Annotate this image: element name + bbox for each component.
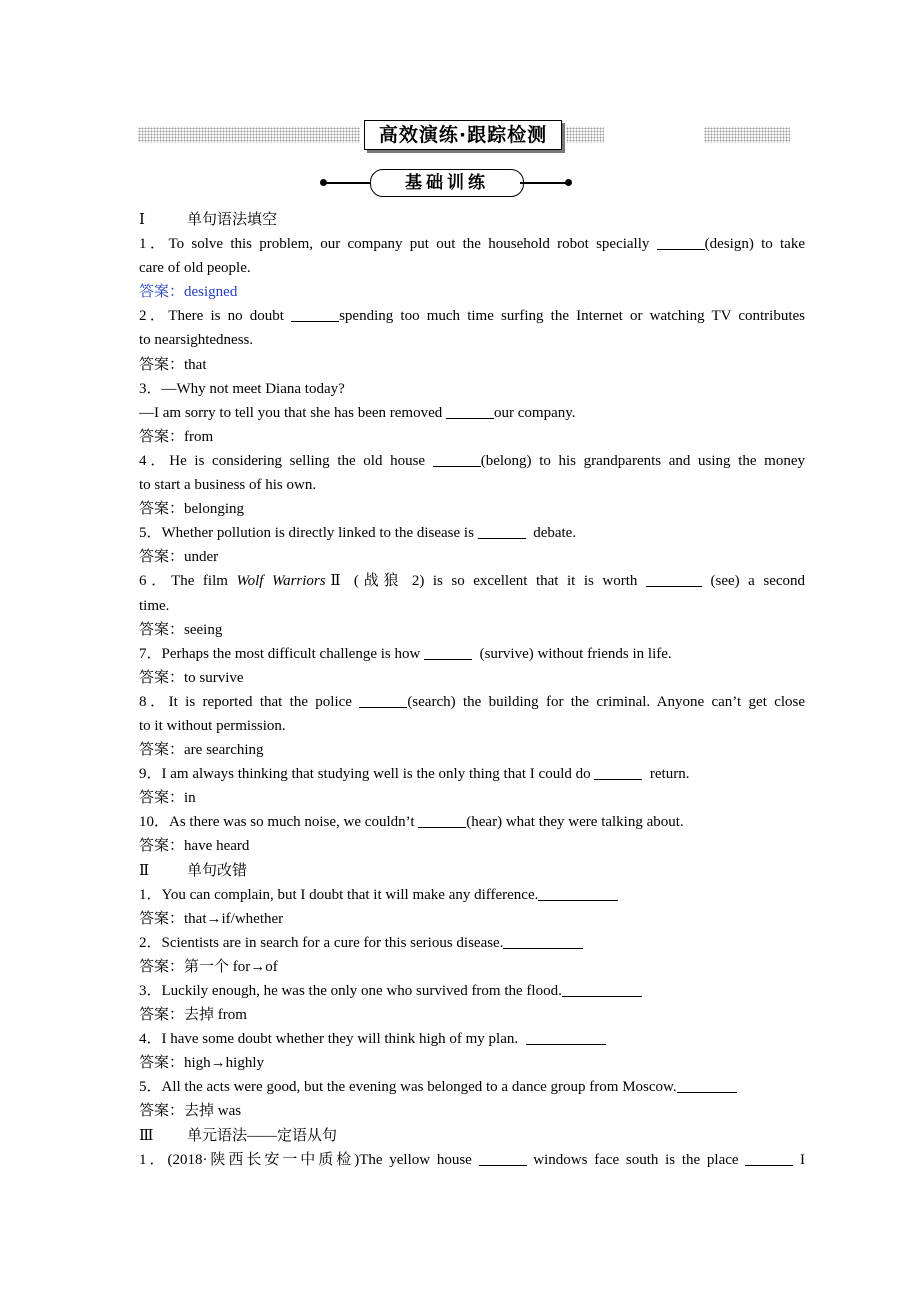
answer-2: 答案：that: [139, 356, 207, 373]
dotted-rule-middle: [566, 127, 604, 143]
correction-5: 5．All the acts were good, but the evening was belonged to a dance group from Moscow.: [139, 1075, 805, 1099]
correction-4: 4．I have some doubt whether they will think high of my plan.: [139, 1027, 805, 1051]
exercise-content: Ⅰ 单句语法填空 1．To solve this problem, our company put out the household robot specially (design) to take care of old people. 答案：designed 2．There is no doubt spending too much time surfing the Internet or watching TV contributes to nearsightedness. 答案：that 3．—Why not meet Diana today? —I am sorry to tell you that she has been removed our company. 答案：from 4．He is considering selling the old house (belong) to his grandparents and using the money to start a business of his own. 答案：belonging 5．Whether pollution is directly linked to the disease is debate. 答案：under 6．The film Wolf WarriorsⅡ (战狼 2) is so excellent that it is worth (see) a second time. 答案：seeing 7．Perhaps the most difficult challenge is how (survive) without friends in life. 答案：to survive 8．It is reported that the police (search) the building for the criminal. Anyone can’t get close to it without permission. 答案：are searching 9．I am always thinking that studying well is the only thing that I could do return. 答案：in 10．As there was so much noise, we couldn’t (hear) what they were talking about. 答案：have heard Ⅱ 单句改错 1．You can complain, but I doubt that it will make any difference. 答案：that→if/whether 2．Scientists are in search for a cure for this serious disease. 答案：第一个 for→of 3．Luckily enough, he was the only one who survived from the flood. 答案：去掉 from 4．I have some doubt whether they will think high of my plan. 答案：high→highly 5．All the acts were good, but the evening was belonged to a dance group from Moscow. 答案：去掉 was Ⅲ 单元语法——定语从句 1．(2018·陕西长安一中质检)The yellow house windows face south is the place I: [139, 208, 805, 1172]
correction-1: 1．You can complain, but I doubt that it will make any difference.: [139, 883, 805, 907]
badge-line-left: [326, 182, 372, 184]
answer-blank: [433, 451, 481, 467]
question-2: 2．There is no doubt spending too much time surfing the Internet or watching TV contributes: [139, 308, 806, 325]
question-6: 6．The film Wolf WarriorsⅡ (战狼 2) is so excellent that it is worth (see) a second: [139, 573, 806, 590]
question-8: 8．It is reported that the police (search) the building for the criminal. Anyone can’t get close: [139, 693, 806, 710]
answer-7: 答案：to survive: [139, 669, 244, 686]
section-heading-1: Ⅰ 单句语法填空: [139, 212, 278, 228]
section-badge: [320, 168, 572, 198]
section-heading-3: Ⅲ 单元语法——定语从句: [139, 1127, 338, 1144]
question-4: 4．He is considering selling the old house (belong) to his grandparents and using the money: [139, 452, 805, 469]
correction-answer-2: 答案：第一个 for→of: [139, 958, 278, 975]
banner-title: 高效演练·跟踪检测: [364, 120, 562, 150]
answer-blank: [562, 981, 642, 997]
question-1: 1．To solve this problem, our company put out the household robot specially (design) to take: [139, 236, 806, 253]
answer-1: 答案：designed: [139, 284, 238, 301]
answer-6: 答案：seeing: [139, 621, 223, 638]
correction-answer-4: 答案：high→highly: [139, 1055, 265, 1072]
answer-blank: [745, 1150, 793, 1166]
answer-blank: [657, 234, 705, 250]
answer-9: 答案：in: [139, 790, 196, 807]
badge-dot-right: [565, 179, 572, 186]
header-banner: [138, 120, 792, 152]
clause-question-1: 1．(2018·陕西长安一中质检)The yellow house windows face south is the place I: [139, 1151, 806, 1168]
question-7: 7．Perhaps the most difficult challenge is how (survive) without friends in life.: [139, 645, 672, 662]
answer-4: 答案：belonging: [139, 501, 245, 518]
answer-blank: [538, 885, 618, 901]
badge-line-right: [520, 182, 566, 184]
correction-answer-5: 答案：去掉 was: [139, 1103, 242, 1120]
section-heading-2: Ⅱ 单句改错: [139, 862, 248, 879]
answer-blank: [418, 812, 466, 828]
answer-5: 答案：under: [139, 549, 219, 566]
question-3: 3．—Why not meet Diana today?: [139, 380, 345, 397]
question-9: 9．I am always thinking that studying well is the only thing that I could do return.: [139, 766, 690, 783]
correction-3: 3．Luckily enough, he was the only one who survived from the flood.: [139, 979, 805, 1003]
answer-8: 答案：are searching: [139, 742, 264, 759]
answer-blank: [478, 523, 526, 539]
section-badge-label: 基础训练: [370, 169, 524, 197]
answer-blank: [446, 403, 494, 419]
question-5: 5．Whether pollution is directly linked to the disease is debate.: [139, 525, 577, 542]
answer-blank: [526, 1029, 606, 1045]
dotted-rule-left: [138, 127, 360, 143]
dotted-rule-right: [704, 127, 790, 143]
answer-blank: [594, 764, 642, 780]
answer-blank: [359, 692, 407, 708]
correction-2: 2．Scientists are in search for a cure for this serious disease.: [139, 931, 805, 955]
answer-blank: [677, 1077, 737, 1093]
answer-3: 答案：from: [139, 428, 214, 445]
answer-blank: [479, 1150, 527, 1166]
answer-blank: [646, 571, 702, 587]
answer-blank: [424, 644, 472, 660]
answer-blank: [291, 306, 339, 322]
answer-10: 答案：have heard: [139, 838, 250, 855]
correction-answer-3: 答案：去掉 from: [139, 1007, 247, 1024]
correction-answer-1: 答案：that→if/whether: [139, 910, 284, 927]
question-10: 10．As there was so much noise, we couldn’t (hear) what they were talking about.: [139, 814, 684, 831]
answer-blank: [503, 933, 583, 949]
